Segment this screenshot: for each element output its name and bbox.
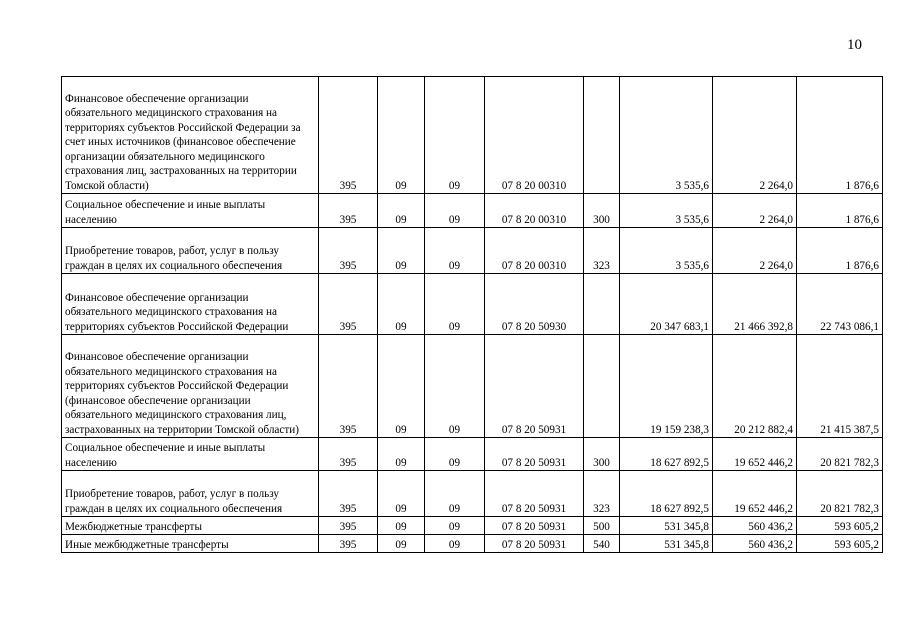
year3-amount-cell: 20 821 782,3	[797, 471, 883, 517]
budget-table-body	[62, 77, 883, 553]
expense-type-cell: 323	[584, 471, 620, 517]
target-article-cell: 07 8 20 50931	[485, 335, 584, 438]
section-code-cell: 09	[378, 438, 425, 471]
section-code-cell: 09	[378, 228, 425, 274]
year1-amount-cell: 3 535,6	[620, 228, 713, 274]
row-name-cell: Иные межбюджетные трансферты	[62, 535, 319, 553]
year3-amount-cell: 593 605,2	[797, 535, 883, 553]
section-code-cell: 09	[378, 77, 425, 194]
year1-amount-cell: 3 535,6	[620, 194, 713, 228]
row-name-cell: Финансовое обеспечение организации обязательного медицинского страхования на территориях субъектов Российской Федерации	[62, 274, 319, 335]
target-article-cell: 07 8 20 00310	[485, 77, 584, 194]
expense-type-cell: 323	[584, 228, 620, 274]
table-row	[62, 274, 883, 335]
row-name-cell: Социальное обеспечение и иные выплаты населению	[62, 194, 319, 228]
ministry-code-cell: 395	[319, 77, 378, 194]
subsection-code-cell: 09	[425, 335, 485, 438]
target-article-cell: 07 8 20 00310	[485, 228, 584, 274]
target-article-cell: 07 8 20 50930	[485, 274, 584, 335]
year3-amount-cell: 1 876,6	[797, 228, 883, 274]
subsection-code-cell: 09	[425, 438, 485, 471]
year2-amount-cell: 560 436,2	[713, 517, 797, 535]
year1-amount-cell: 18 627 892,5	[620, 438, 713, 471]
subsection-code-cell: 09	[425, 274, 485, 335]
year3-amount-cell: 1 876,6	[797, 194, 883, 228]
target-article-cell: 07 8 20 50931	[485, 471, 584, 517]
row-name-cell: Социальное обеспечение и иные выплаты населению	[62, 438, 319, 471]
year2-amount-cell: 2 264,0	[713, 77, 797, 194]
year2-amount-cell: 20 212 882,4	[713, 335, 797, 438]
expense-type-cell	[584, 335, 620, 438]
row-name-cell: Приобретение товаров, работ, услуг в пользу граждан в целях их социального обеспечения	[62, 471, 319, 517]
table-row	[62, 517, 883, 535]
year1-amount-cell: 20 347 683,1	[620, 274, 713, 335]
expense-type-cell	[584, 274, 620, 335]
section-code-cell: 09	[378, 194, 425, 228]
expense-type-cell: 300	[584, 194, 620, 228]
year3-amount-cell: 593 605,2	[797, 517, 883, 535]
table-row	[62, 471, 883, 517]
year1-amount-cell: 19 159 238,3	[620, 335, 713, 438]
ministry-code-cell: 395	[319, 274, 378, 335]
section-code-cell: 09	[378, 517, 425, 535]
subsection-code-cell: 09	[425, 77, 485, 194]
subsection-code-cell: 09	[425, 194, 485, 228]
year2-amount-cell: 19 652 446,2	[713, 438, 797, 471]
row-name-cell: Межбюджетные трансферты	[62, 517, 319, 535]
table-row	[62, 228, 883, 274]
budget-table	[61, 76, 883, 553]
subsection-code-cell: 09	[425, 471, 485, 517]
year1-amount-cell: 3 535,6	[620, 77, 713, 194]
target-article-cell: 07 8 20 50931	[485, 438, 584, 471]
subsection-code-cell: 09	[425, 228, 485, 274]
year2-amount-cell: 560 436,2	[713, 535, 797, 553]
table-row	[62, 77, 883, 194]
table-row	[62, 335, 883, 438]
expense-type-cell	[584, 77, 620, 194]
section-code-cell: 09	[378, 535, 425, 553]
target-article-cell: 07 8 20 50931	[485, 517, 584, 535]
expense-type-cell: 500	[584, 517, 620, 535]
year1-amount-cell: 531 345,8	[620, 517, 713, 535]
row-name-cell: Финансовое обеспечение организации обязательного медицинского страхования на территориях субъектов Российской Федерации (финансовое обеспечение организации обязательного медицинского страхования лиц, застрахованных на территории Томской области)	[62, 335, 319, 438]
expense-type-cell: 540	[584, 535, 620, 553]
ministry-code-cell: 395	[319, 535, 378, 553]
year2-amount-cell: 19 652 446,2	[713, 471, 797, 517]
year1-amount-cell: 18 627 892,5	[620, 471, 713, 517]
table-row	[62, 194, 883, 228]
year2-amount-cell: 2 264,0	[713, 228, 797, 274]
subsection-code-cell: 09	[425, 535, 485, 553]
target-article-cell: 07 8 20 00310	[485, 194, 584, 228]
year1-amount-cell: 531 345,8	[620, 535, 713, 553]
section-code-cell: 09	[378, 335, 425, 438]
table-row	[62, 438, 883, 471]
year2-amount-cell: 2 264,0	[713, 194, 797, 228]
subsection-code-cell: 09	[425, 517, 485, 535]
expense-type-cell: 300	[584, 438, 620, 471]
section-code-cell: 09	[378, 471, 425, 517]
year2-amount-cell: 21 466 392,8	[713, 274, 797, 335]
page-number: 10	[847, 37, 862, 53]
ministry-code-cell: 395	[319, 194, 378, 228]
year3-amount-cell: 1 876,6	[797, 77, 883, 194]
ministry-code-cell: 395	[319, 438, 378, 471]
section-code-cell: 09	[378, 274, 425, 335]
ministry-code-cell: 395	[319, 471, 378, 517]
ministry-code-cell: 395	[319, 228, 378, 274]
row-name-cell: Финансовое обеспечение организации обязательного медицинского страхования на территориях субъектов Российской Федерации за счет иных источников (финансовое обеспечение организации обязательного медицинского страхования лиц, застрахованных на территории Томской области)	[62, 77, 319, 194]
target-article-cell: 07 8 20 50931	[485, 535, 584, 553]
table-row	[62, 535, 883, 553]
row-name-cell: Приобретение товаров, работ, услуг в пользу граждан в целях их социального обеспечения	[62, 228, 319, 274]
year3-amount-cell: 22 743 086,1	[797, 274, 883, 335]
year3-amount-cell: 20 821 782,3	[797, 438, 883, 471]
ministry-code-cell: 395	[319, 517, 378, 535]
ministry-code-cell: 395	[319, 335, 378, 438]
year3-amount-cell: 21 415 387,5	[797, 335, 883, 438]
